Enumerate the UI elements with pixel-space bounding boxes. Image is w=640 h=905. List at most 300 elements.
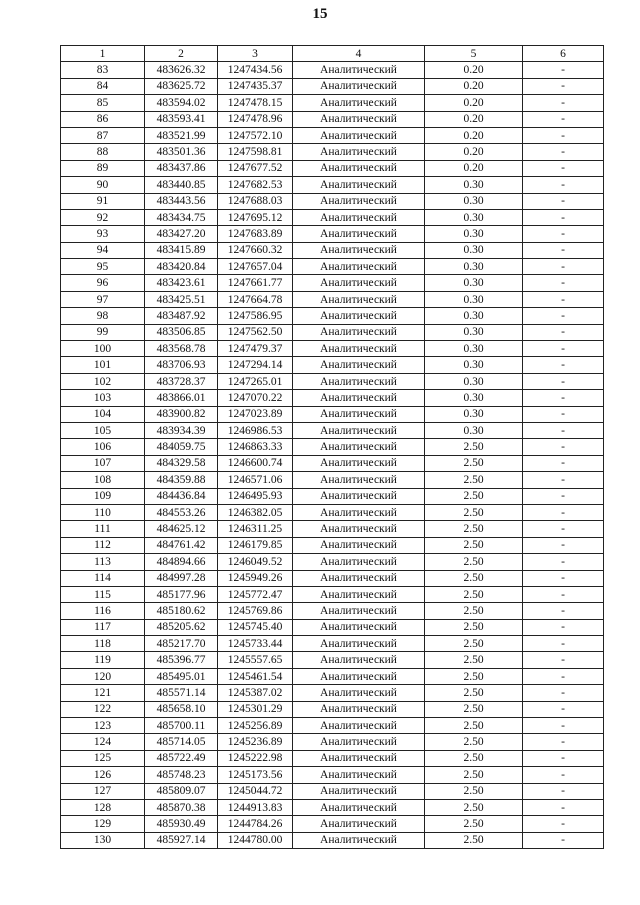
x-coordinate-cell: 483423.61 [145, 275, 218, 291]
table-row [61, 177, 604, 193]
point-number-cell: 125 [61, 750, 145, 766]
note-cell: - [523, 390, 604, 406]
accuracy-cell: 2.50 [425, 734, 523, 750]
column-header: 2 [145, 46, 218, 62]
table-row [61, 783, 604, 799]
y-coordinate-cell: 1247682.53 [218, 177, 293, 193]
accuracy-cell: 0.30 [425, 259, 523, 275]
x-coordinate-cell: 483420.84 [145, 259, 218, 275]
page-number: 15 [312, 6, 328, 22]
x-coordinate-cell: 483521.99 [145, 127, 218, 143]
y-coordinate-cell: 1244913.83 [218, 799, 293, 815]
table-row [61, 324, 604, 340]
note-cell: - [523, 750, 604, 766]
note-cell: - [523, 308, 604, 324]
method-cell: Аналитический [293, 701, 425, 717]
accuracy-cell: 0.30 [425, 390, 523, 406]
point-number-cell: 116 [61, 603, 145, 619]
x-coordinate-cell: 485205.62 [145, 619, 218, 635]
accuracy-cell: 2.50 [425, 439, 523, 455]
note-cell: - [523, 226, 604, 242]
accuracy-cell: 2.50 [425, 537, 523, 553]
y-coordinate-cell: 1247660.32 [218, 242, 293, 258]
x-coordinate-cell: 484894.66 [145, 554, 218, 570]
x-coordinate-cell: 485748.23 [145, 767, 218, 783]
y-coordinate-cell: 1246311.25 [218, 521, 293, 537]
table-row [61, 160, 604, 176]
x-coordinate-cell: 484359.88 [145, 472, 218, 488]
y-coordinate-cell: 1247586.95 [218, 308, 293, 324]
method-cell: Аналитический [293, 504, 425, 520]
method-cell: Аналитический [293, 177, 425, 193]
method-cell: Аналитический [293, 439, 425, 455]
table-row [61, 750, 604, 766]
x-coordinate-cell: 484997.28 [145, 570, 218, 586]
accuracy-cell: 2.50 [425, 521, 523, 537]
note-cell: - [523, 799, 604, 815]
y-coordinate-cell: 1245256.89 [218, 718, 293, 734]
note-cell: - [523, 783, 604, 799]
method-cell: Аналитический [293, 390, 425, 406]
y-coordinate-cell: 1247572.10 [218, 127, 293, 143]
note-cell: - [523, 422, 604, 438]
note-cell: - [523, 472, 604, 488]
table-row [61, 504, 604, 520]
point-number-cell: 111 [61, 521, 145, 537]
column-header: 5 [425, 46, 523, 62]
table-row [61, 799, 604, 815]
point-number-cell: 126 [61, 767, 145, 783]
table-row [61, 422, 604, 438]
table-row [61, 636, 604, 652]
accuracy-cell: 0.20 [425, 160, 523, 176]
x-coordinate-cell: 483506.85 [145, 324, 218, 340]
table-row [61, 652, 604, 668]
method-cell: Аналитический [293, 816, 425, 832]
point-number-cell: 108 [61, 472, 145, 488]
note-cell: - [523, 95, 604, 111]
method-cell: Аналитический [293, 537, 425, 553]
table-row [61, 816, 604, 832]
accuracy-cell: 2.50 [425, 570, 523, 586]
table-row [61, 259, 604, 275]
point-number-cell: 86 [61, 111, 145, 127]
note-cell: - [523, 160, 604, 176]
method-cell: Аналитический [293, 554, 425, 570]
accuracy-cell: 2.50 [425, 767, 523, 783]
point-number-cell: 98 [61, 308, 145, 324]
x-coordinate-cell: 483487.92 [145, 308, 218, 324]
point-number-cell: 127 [61, 783, 145, 799]
x-coordinate-cell: 485870.38 [145, 799, 218, 815]
x-coordinate-cell: 483866.01 [145, 390, 218, 406]
y-coordinate-cell: 1245461.54 [218, 668, 293, 684]
note-cell: - [523, 537, 604, 553]
accuracy-cell: 0.30 [425, 275, 523, 291]
point-number-cell: 84 [61, 78, 145, 94]
accuracy-cell: 2.50 [425, 668, 523, 684]
accuracy-cell: 0.30 [425, 406, 523, 422]
y-coordinate-cell: 1247478.96 [218, 111, 293, 127]
x-coordinate-cell: 485930.49 [145, 816, 218, 832]
table-row [61, 193, 604, 209]
x-coordinate-cell: 485177.96 [145, 586, 218, 602]
point-number-cell: 109 [61, 488, 145, 504]
method-cell: Аналитический [293, 373, 425, 389]
x-coordinate-cell: 483434.75 [145, 209, 218, 225]
point-number-cell: 117 [61, 619, 145, 635]
y-coordinate-cell: 1246495.93 [218, 488, 293, 504]
note-cell: - [523, 718, 604, 734]
method-cell: Аналитический [293, 455, 425, 471]
point-number-cell: 95 [61, 259, 145, 275]
point-number-cell: 102 [61, 373, 145, 389]
column-header: 6 [523, 46, 604, 62]
point-number-cell: 103 [61, 390, 145, 406]
accuracy-cell: 2.50 [425, 701, 523, 717]
point-number-cell: 99 [61, 324, 145, 340]
note-cell: - [523, 127, 604, 143]
note-cell: - [523, 668, 604, 684]
table-row [61, 275, 604, 291]
point-number-cell: 123 [61, 718, 145, 734]
y-coordinate-cell: 1247688.03 [218, 193, 293, 209]
note-cell: - [523, 570, 604, 586]
note-cell: - [523, 144, 604, 160]
method-cell: Аналитический [293, 619, 425, 635]
x-coordinate-cell: 483568.78 [145, 341, 218, 357]
note-cell: - [523, 209, 604, 225]
y-coordinate-cell: 1247294.14 [218, 357, 293, 373]
method-cell: Аналитический [293, 127, 425, 143]
note-cell: - [523, 78, 604, 94]
point-number-cell: 101 [61, 357, 145, 373]
table-row [61, 127, 604, 143]
y-coordinate-cell: 1246863.33 [218, 439, 293, 455]
y-coordinate-cell: 1247562.50 [218, 324, 293, 340]
method-cell: Аналитический [293, 472, 425, 488]
accuracy-cell: 2.50 [425, 619, 523, 635]
x-coordinate-cell: 485495.01 [145, 668, 218, 684]
table-header-row [61, 46, 604, 62]
x-coordinate-cell: 483425.51 [145, 291, 218, 307]
y-coordinate-cell: 1247023.89 [218, 406, 293, 422]
method-cell: Аналитический [293, 570, 425, 586]
note-cell: - [523, 636, 604, 652]
method-cell: Аналитический [293, 652, 425, 668]
point-number-cell: 96 [61, 275, 145, 291]
x-coordinate-cell: 484436.84 [145, 488, 218, 504]
point-number-cell: 85 [61, 95, 145, 111]
point-number-cell: 114 [61, 570, 145, 586]
note-cell: - [523, 767, 604, 783]
point-number-cell: 97 [61, 291, 145, 307]
method-cell: Аналитический [293, 767, 425, 783]
accuracy-cell: 0.30 [425, 422, 523, 438]
accuracy-cell: 0.20 [425, 144, 523, 160]
point-number-cell: 93 [61, 226, 145, 242]
y-coordinate-cell: 1244780.00 [218, 832, 293, 848]
y-coordinate-cell: 1247664.78 [218, 291, 293, 307]
table-row [61, 455, 604, 471]
table-row [61, 341, 604, 357]
table-row [61, 95, 604, 111]
note-cell: - [523, 111, 604, 127]
table-row [61, 373, 604, 389]
method-cell: Аналитический [293, 95, 425, 111]
y-coordinate-cell: 1245745.40 [218, 619, 293, 635]
x-coordinate-cell: 483593.41 [145, 111, 218, 127]
table-row [61, 554, 604, 570]
x-coordinate-cell: 485809.07 [145, 783, 218, 799]
method-cell: Аналитический [293, 291, 425, 307]
note-cell: - [523, 619, 604, 635]
y-coordinate-cell: 1247478.15 [218, 95, 293, 111]
accuracy-cell: 2.50 [425, 554, 523, 570]
table-row [61, 570, 604, 586]
point-number-cell: 100 [61, 341, 145, 357]
table-row [61, 718, 604, 734]
y-coordinate-cell: 1247657.04 [218, 259, 293, 275]
method-cell: Аналитический [293, 603, 425, 619]
accuracy-cell: 2.50 [425, 504, 523, 520]
y-coordinate-cell: 1245557.65 [218, 652, 293, 668]
y-coordinate-cell: 1245301.29 [218, 701, 293, 717]
column-header: 3 [218, 46, 293, 62]
accuracy-cell: 2.50 [425, 636, 523, 652]
table-row [61, 603, 604, 619]
note-cell: - [523, 734, 604, 750]
method-cell: Аналитический [293, 226, 425, 242]
method-cell: Аналитический [293, 586, 425, 602]
y-coordinate-cell: 1247434.56 [218, 62, 293, 78]
method-cell: Аналитический [293, 668, 425, 684]
point-number-cell: 92 [61, 209, 145, 225]
point-number-cell: 91 [61, 193, 145, 209]
point-number-cell: 87 [61, 127, 145, 143]
y-coordinate-cell: 1246049.52 [218, 554, 293, 570]
accuracy-cell: 0.30 [425, 193, 523, 209]
x-coordinate-cell: 483934.39 [145, 422, 218, 438]
method-cell: Аналитический [293, 308, 425, 324]
method-cell: Аналитический [293, 750, 425, 766]
x-coordinate-cell: 483626.32 [145, 62, 218, 78]
x-coordinate-cell: 485722.49 [145, 750, 218, 766]
accuracy-cell: 0.30 [425, 324, 523, 340]
method-cell: Аналитический [293, 275, 425, 291]
x-coordinate-cell: 483443.56 [145, 193, 218, 209]
x-coordinate-cell: 485700.11 [145, 718, 218, 734]
note-cell: - [523, 554, 604, 570]
accuracy-cell: 0.30 [425, 242, 523, 258]
x-coordinate-cell: 485927.14 [145, 832, 218, 848]
y-coordinate-cell: 1245044.72 [218, 783, 293, 799]
x-coordinate-cell: 485714.05 [145, 734, 218, 750]
note-cell: - [523, 373, 604, 389]
method-cell: Аналитический [293, 62, 425, 78]
accuracy-cell: 2.50 [425, 832, 523, 848]
accuracy-cell: 0.20 [425, 127, 523, 143]
point-number-cell: 112 [61, 537, 145, 553]
accuracy-cell: 0.30 [425, 209, 523, 225]
method-cell: Аналитический [293, 160, 425, 176]
method-cell: Аналитический [293, 242, 425, 258]
method-cell: Аналитический [293, 422, 425, 438]
x-coordinate-cell: 483440.85 [145, 177, 218, 193]
table-row [61, 832, 604, 848]
table-row [61, 586, 604, 602]
x-coordinate-cell: 483625.72 [145, 78, 218, 94]
accuracy-cell: 2.50 [425, 472, 523, 488]
x-coordinate-cell: 485217.70 [145, 636, 218, 652]
table-row [61, 439, 604, 455]
note-cell: - [523, 324, 604, 340]
table-row [61, 291, 604, 307]
point-number-cell: 124 [61, 734, 145, 750]
x-coordinate-cell: 485571.14 [145, 685, 218, 701]
y-coordinate-cell: 1247435.37 [218, 78, 293, 94]
accuracy-cell: 2.50 [425, 652, 523, 668]
table-row [61, 209, 604, 225]
table-row [61, 144, 604, 160]
point-number-cell: 120 [61, 668, 145, 684]
method-cell: Аналитический [293, 78, 425, 94]
method-cell: Аналитический [293, 636, 425, 652]
column-header: 1 [61, 46, 145, 62]
x-coordinate-cell: 484329.58 [145, 455, 218, 471]
x-coordinate-cell: 484059.75 [145, 439, 218, 455]
method-cell: Аналитический [293, 799, 425, 815]
point-number-cell: 106 [61, 439, 145, 455]
point-number-cell: 105 [61, 422, 145, 438]
note-cell: - [523, 275, 604, 291]
method-cell: Аналитический [293, 357, 425, 373]
method-cell: Аналитический [293, 685, 425, 701]
note-cell: - [523, 357, 604, 373]
method-cell: Аналитический [293, 783, 425, 799]
note-cell: - [523, 701, 604, 717]
table-row [61, 619, 604, 635]
accuracy-cell: 2.50 [425, 799, 523, 815]
column-header: 4 [293, 46, 425, 62]
note-cell: - [523, 504, 604, 520]
accuracy-cell: 0.20 [425, 95, 523, 111]
x-coordinate-cell: 483427.20 [145, 226, 218, 242]
x-coordinate-cell: 484553.26 [145, 504, 218, 520]
method-cell: Аналитический [293, 324, 425, 340]
note-cell: - [523, 291, 604, 307]
x-coordinate-cell: 485396.77 [145, 652, 218, 668]
method-cell: Аналитический [293, 521, 425, 537]
note-cell: - [523, 816, 604, 832]
table-row [61, 767, 604, 783]
y-coordinate-cell: 1245769.86 [218, 603, 293, 619]
table-row [61, 685, 604, 701]
method-cell: Аналитический [293, 209, 425, 225]
method-cell: Аналитический [293, 144, 425, 160]
y-coordinate-cell: 1246382.05 [218, 504, 293, 520]
coordinates-table [60, 45, 604, 849]
point-number-cell: 89 [61, 160, 145, 176]
point-number-cell: 128 [61, 799, 145, 815]
table-row [61, 357, 604, 373]
x-coordinate-cell: 483594.02 [145, 95, 218, 111]
table-row [61, 488, 604, 504]
note-cell: - [523, 832, 604, 848]
point-number-cell: 121 [61, 685, 145, 701]
point-number-cell: 129 [61, 816, 145, 832]
note-cell: - [523, 488, 604, 504]
y-coordinate-cell: 1246571.06 [218, 472, 293, 488]
y-coordinate-cell: 1247695.12 [218, 209, 293, 225]
table-row [61, 537, 604, 553]
note-cell: - [523, 259, 604, 275]
table-row [61, 242, 604, 258]
note-cell: - [523, 193, 604, 209]
y-coordinate-cell: 1247677.52 [218, 160, 293, 176]
point-number-cell: 115 [61, 586, 145, 602]
x-coordinate-cell: 483706.93 [145, 357, 218, 373]
y-coordinate-cell: 1247661.77 [218, 275, 293, 291]
method-cell: Аналитический [293, 734, 425, 750]
x-coordinate-cell: 484761.42 [145, 537, 218, 553]
table-row [61, 472, 604, 488]
table-row [61, 308, 604, 324]
accuracy-cell: 2.50 [425, 816, 523, 832]
point-number-cell: 107 [61, 455, 145, 471]
y-coordinate-cell: 1247070.22 [218, 390, 293, 406]
table-row [61, 78, 604, 94]
accuracy-cell: 2.50 [425, 586, 523, 602]
y-coordinate-cell: 1245222.98 [218, 750, 293, 766]
y-coordinate-cell: 1247265.01 [218, 373, 293, 389]
method-cell: Аналитический [293, 259, 425, 275]
note-cell: - [523, 586, 604, 602]
method-cell: Аналитический [293, 111, 425, 127]
accuracy-cell: 2.50 [425, 455, 523, 471]
y-coordinate-cell: 1245733.44 [218, 636, 293, 652]
point-number-cell: 88 [61, 144, 145, 160]
accuracy-cell: 0.30 [425, 177, 523, 193]
note-cell: - [523, 439, 604, 455]
x-coordinate-cell: 483415.89 [145, 242, 218, 258]
method-cell: Аналитический [293, 341, 425, 357]
point-number-cell: 83 [61, 62, 145, 78]
point-number-cell: 94 [61, 242, 145, 258]
note-cell: - [523, 242, 604, 258]
accuracy-cell: 2.50 [425, 685, 523, 701]
y-coordinate-cell: 1246986.53 [218, 422, 293, 438]
table-row [61, 226, 604, 242]
y-coordinate-cell: 1246600.74 [218, 455, 293, 471]
point-number-cell: 113 [61, 554, 145, 570]
method-cell: Аналитический [293, 193, 425, 209]
y-coordinate-cell: 1247598.81 [218, 144, 293, 160]
method-cell: Аналитический [293, 406, 425, 422]
y-coordinate-cell: 1245772.47 [218, 586, 293, 602]
y-coordinate-cell: 1245236.89 [218, 734, 293, 750]
accuracy-cell: 2.50 [425, 603, 523, 619]
point-number-cell: 104 [61, 406, 145, 422]
accuracy-cell: 0.30 [425, 308, 523, 324]
method-cell: Аналитический [293, 832, 425, 848]
note-cell: - [523, 652, 604, 668]
accuracy-cell: 0.20 [425, 111, 523, 127]
y-coordinate-cell: 1245949.26 [218, 570, 293, 586]
point-number-cell: 90 [61, 177, 145, 193]
accuracy-cell: 0.30 [425, 226, 523, 242]
point-number-cell: 118 [61, 636, 145, 652]
